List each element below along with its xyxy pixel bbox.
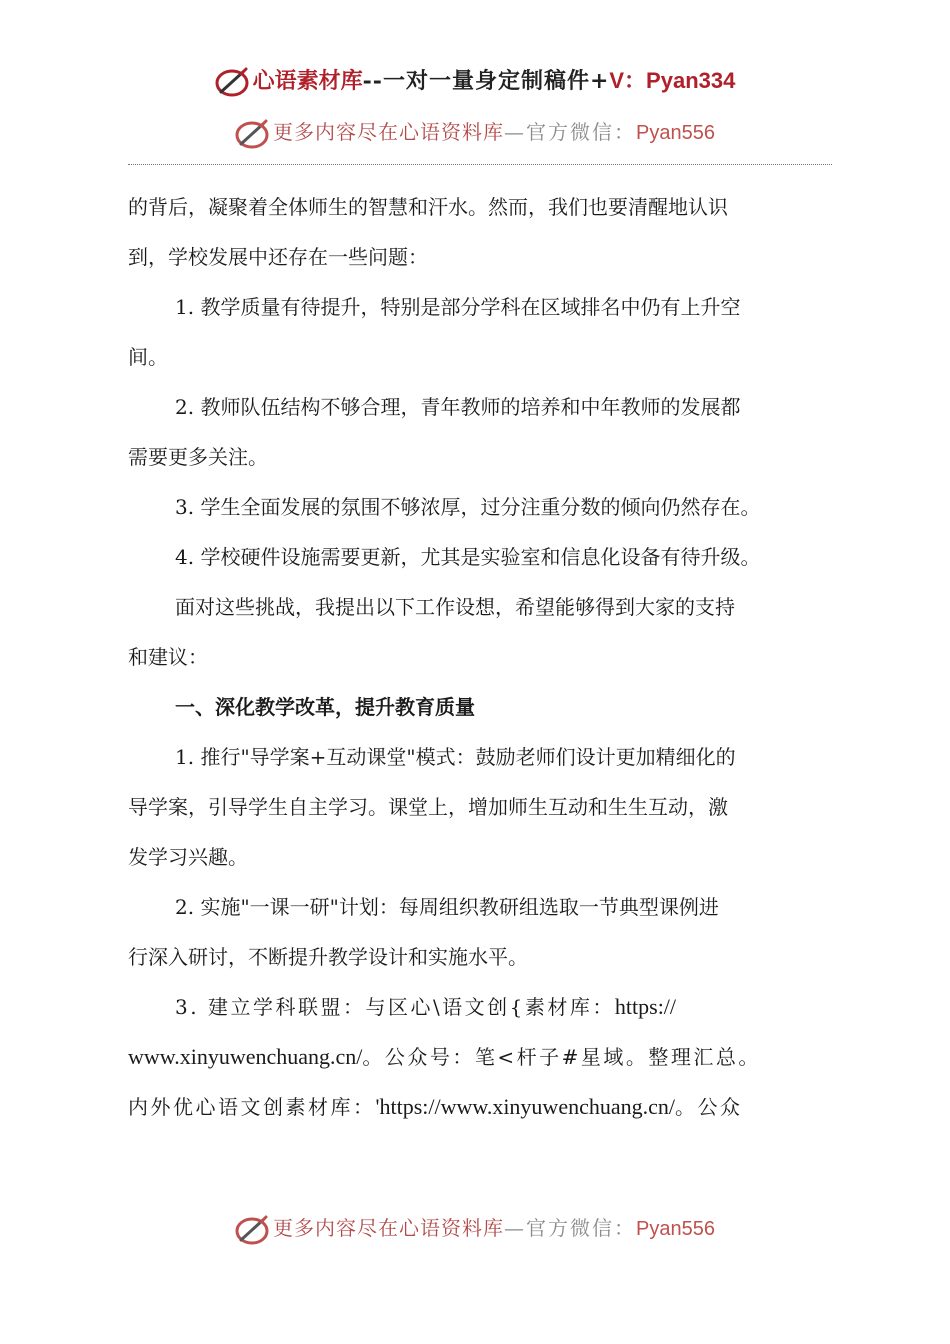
promo-wechat-label: 官方微信： [526,120,637,144]
url-link[interactable]: https:// [614,994,677,1019]
paragraph-line: 和建议： [128,645,208,669]
paragraph-line: 的背后，凝聚着全体师生的智慧和汗水。然而，我们也要清醒地认识 [128,195,728,219]
footer-wechat-id: Pyan556 [636,1218,715,1240]
paragraph-line: 面对这些挑战，我提出以下工作设想，希望能够得到大家的支持 [175,595,735,619]
plan-item: 2. 实施"一课一研"计划：每周组织教研组选取一节典型课例进 [175,895,719,919]
problem-item-cont: 需要更多关注。 [128,445,268,469]
url-link[interactable]: www.xinyuwenchuang.cn/ [128,1044,363,1069]
paragraph-line: 到，学校发展中还存在一些问题： [128,245,428,269]
problem-item-cont: 间。 [128,345,168,369]
problem-item: 4. 学校硬件设施需要更新，尤其是实验室和信息化设备有待升级。 [175,545,761,569]
pen-logo-icon [235,118,271,150]
header-brand-line [0,64,950,98]
problem-item: 1. 教学质量有待提升，特别是部分学科在区域排名中仍有上升空 [175,295,741,319]
problem-item: 3. 学生全面发展的氛围不够浓厚，过分注重分数的倾向仍然存在。 [175,495,761,519]
plan-item-cont: 导学案，引导学生自主学习。课堂上，增加师生互动和生生互动，激 [128,795,728,819]
brand-contact: V：Pyan334 [609,68,736,93]
plan-item: 1. 推行"导学案+互动课堂"模式：鼓励老师们设计更加精细化的 [175,745,736,769]
footer-wechat-label: 官方微信： [526,1216,637,1240]
pen-logo-icon [235,1214,271,1246]
plan-item-text: 内外优心语文创素材库： [128,1095,376,1119]
plan-item-text: 。公众 [675,1095,743,1119]
brand-tagline: 一对一量身定制稿件+ [382,68,610,94]
promo-dash: — [504,120,527,144]
plan-item-cont: 行深入研讨，不断提升教学设计和实施水平。 [128,945,528,969]
section-heading: 一、深化教学改革，提升教育质量 [175,695,475,719]
url-link[interactable]: 'https://www.xinyuwenchuang.cn/ [375,1094,675,1119]
plan-item-cont: 发学习兴趣。 [128,845,248,869]
plan-item-cont [128,1032,832,1082]
footer-dash: — [504,1216,527,1240]
plan-item-text: 3. 建立学科联盟：与区心\语文创{素材库： [175,995,615,1019]
brand-separator: -- [362,68,383,94]
plan-item [128,982,832,1032]
pen-logo-icon [215,66,251,98]
header-divider [128,164,832,165]
problem-item: 2. 教师队伍结构不够合理，青年教师的培养和中年教师的发展都 [175,395,741,419]
promo-text: 更多内容尽在心语资料库 [273,120,505,144]
footer-promo-line [0,1212,950,1246]
plan-item-text: 。公众号：笔<杆子#星域。整理汇总。 [362,1045,761,1069]
document-body [128,182,832,1132]
header-promo-line [0,116,950,150]
brand-name: 心语素材库 [252,68,363,94]
promo-wechat-id: Pyan556 [636,122,715,144]
footer-text: 更多内容尽在心语资料库 [273,1216,505,1240]
plan-item-cont [128,1082,832,1132]
